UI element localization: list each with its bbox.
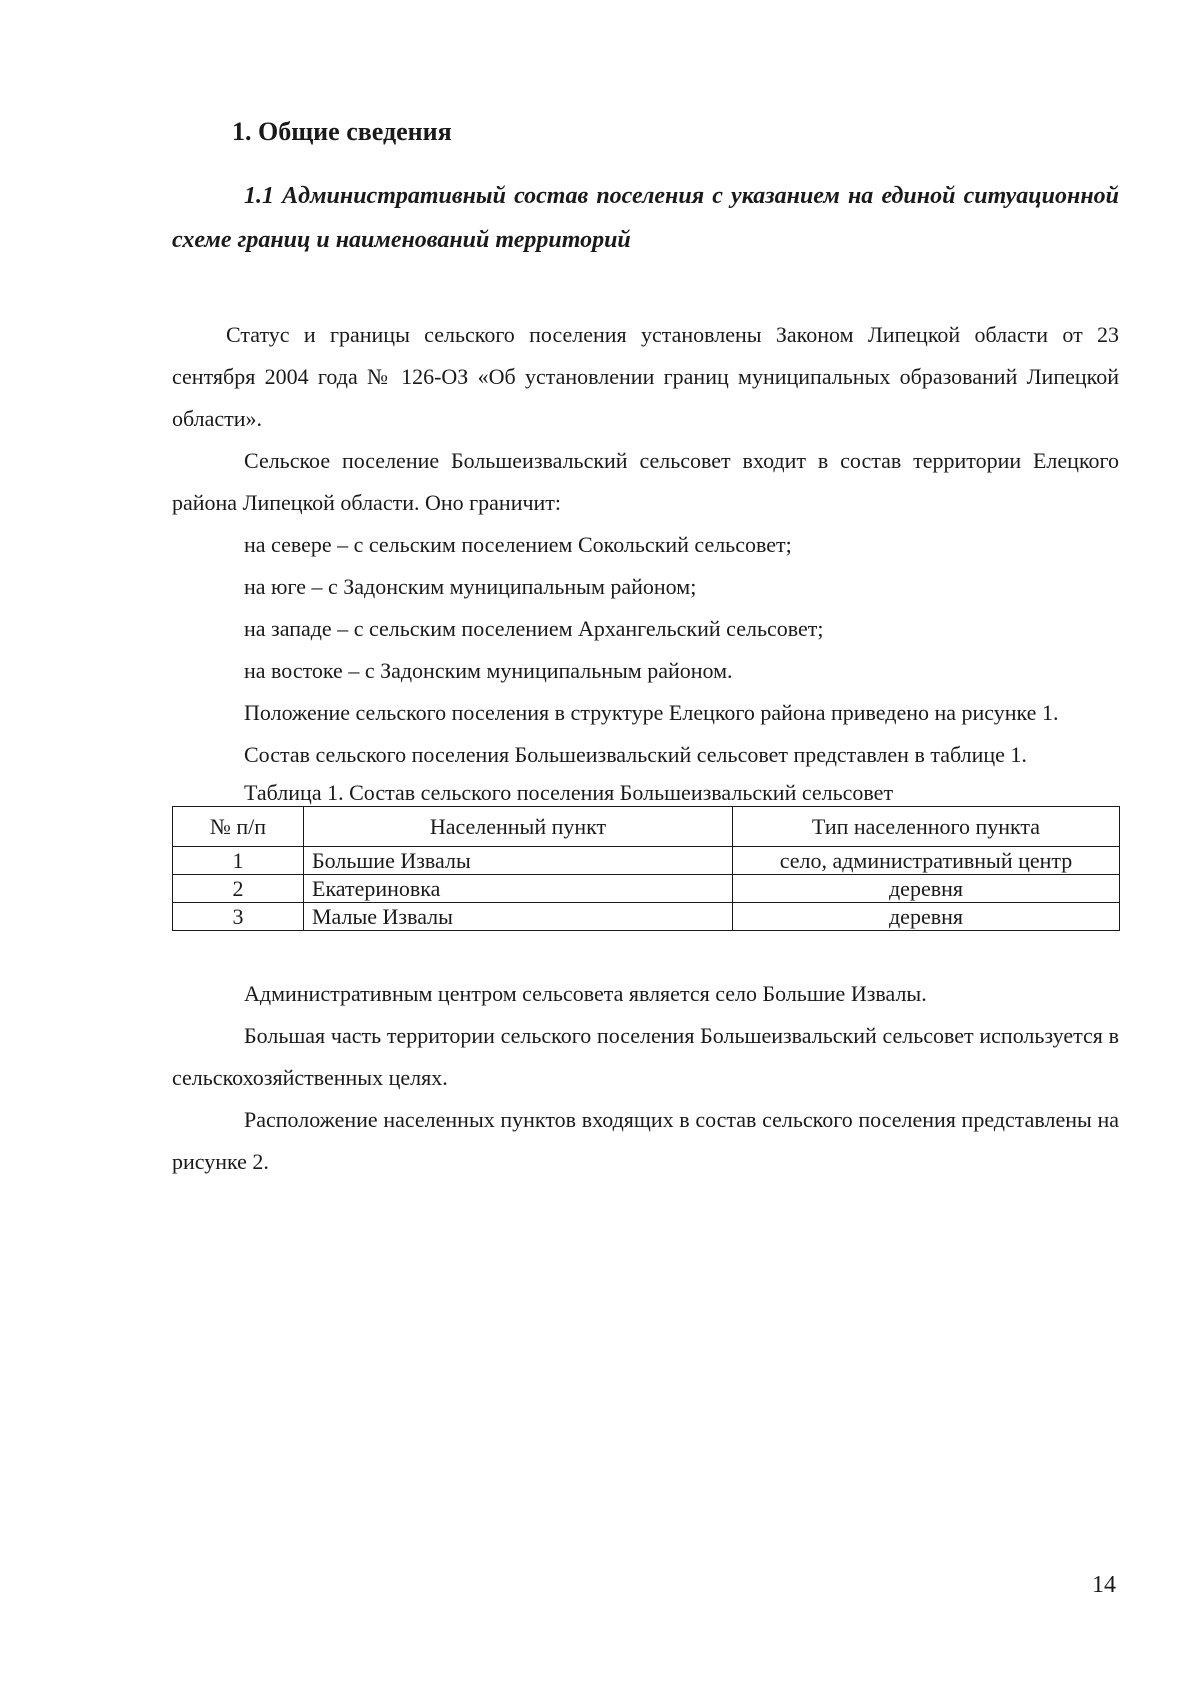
cell-type: село, административный центр <box>733 847 1120 875</box>
cell-number: 1 <box>173 847 304 875</box>
border-west: на западе – с сельским поселением Архангельский сельсовет; <box>244 616 824 641</box>
subsection-heading: 1.1 Административный состав поселения с указанием на единой ситуационной схеме границ и наименований территорий <box>172 183 1119 253</box>
cell-settlement: Малые Извалы <box>304 903 733 931</box>
paragraph-composition: Сельское поселение Большеизвальский сельсовет входит в состав территории Елецкого района Липецкой области. Оно граничит: <box>172 448 1119 515</box>
body-text-after-table <box>172 973 1119 1183</box>
paragraph-land-use: Большая часть территории сельского поселения Большеизвальский сельсовет используется в сельскохозяйственных целях. <box>172 1023 1119 1090</box>
page-number: 14 <box>1092 1572 1116 1598</box>
section-heading: 1. Общие сведения <box>232 117 452 146</box>
header-settlement: Населенный пункт <box>304 807 733 847</box>
cell-number: 2 <box>173 875 304 903</box>
border-north: на севере – с сельским поселением Сокольский сельсовет; <box>244 532 792 557</box>
header-type: Тип населенного пункта <box>733 807 1120 847</box>
border-south: на юге – с Задонским муниципальным районом; <box>244 574 697 599</box>
body-text <box>172 314 1119 1183</box>
border-east: на востоке – с Задонским муниципальным районом. <box>244 658 733 683</box>
table-row <box>173 903 1120 931</box>
paragraph-position: Положение сельского поселения в структуре Елецкого района приведено на рисунке 1. <box>244 700 1059 725</box>
cell-number: 3 <box>173 903 304 931</box>
settlements-table <box>172 806 1120 931</box>
cell-type: деревня <box>733 875 1120 903</box>
table-row <box>173 847 1120 875</box>
page-content <box>172 112 1119 1183</box>
cell-settlement: Екатериновка <box>304 875 733 903</box>
header-number: № п/п <box>173 807 304 847</box>
paragraph-admin-center: Административным центром сельсовета является село Большие Извалы. <box>244 981 927 1006</box>
table-caption: Таблица 1. Состав сельского поселения Большеизвальский сельсовет <box>244 780 894 805</box>
table-header-row <box>173 807 1120 847</box>
paragraph-table-ref: Состав сельского поселения Большеизвальский сельсовет представлен в таблице 1. <box>244 742 1027 767</box>
cell-settlement: Большие Извалы <box>304 847 733 875</box>
paragraph-status: Статус и границы сельского поселения установлены Законом Липецкой области от 23 сентября 2004 года № 126-ОЗ «Об установлении границ муниципальных образований Липецкой области». <box>172 322 1119 431</box>
table-row <box>173 875 1120 903</box>
paragraph-location: Расположение населенных пунктов входящих в состав сельского поселения представлены на рисунке 2. <box>172 1107 1119 1174</box>
cell-type: деревня <box>733 903 1120 931</box>
